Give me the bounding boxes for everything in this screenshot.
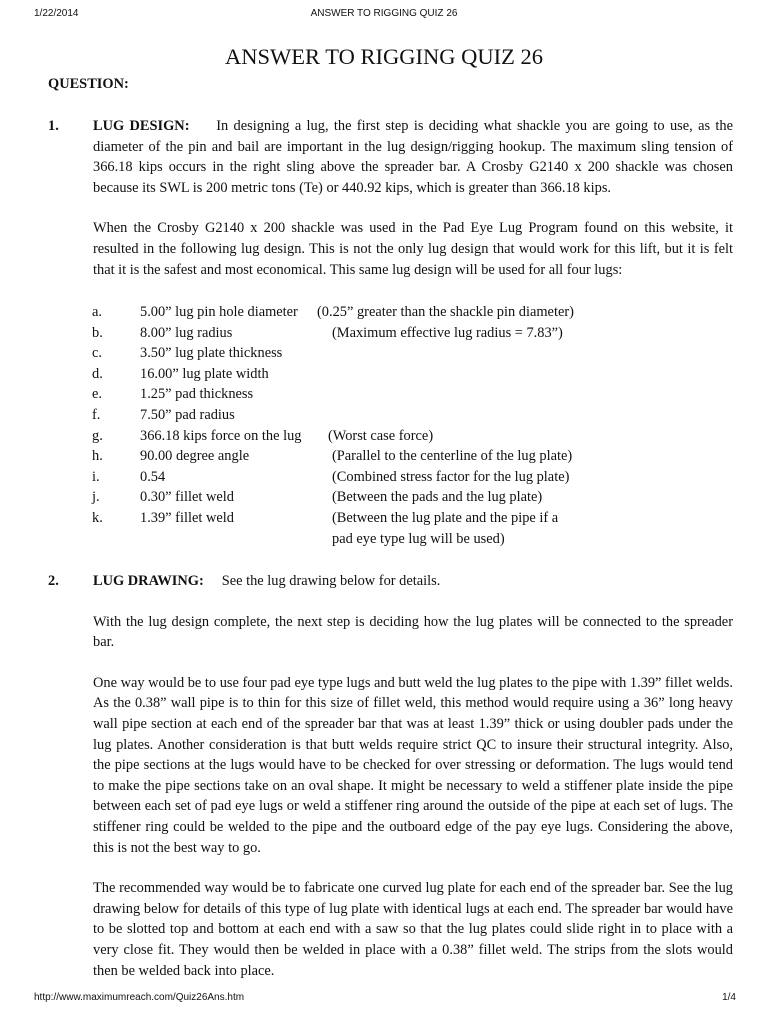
section-body [93,571,733,981]
section-number: 1. [48,118,59,134]
list-item [92,467,732,488]
list-item [92,508,732,547]
section-intro-paragraph [93,571,733,592]
list-letter: j. [92,489,100,506]
list-letter: e. [92,386,102,403]
list-value: 0.54 [140,468,166,485]
paragraph: One way would be to use four pad eye type lugs and butt weld the lug plates to the pipe with 1.39” fillet welds. As the 0.38” wall pipe is to thin for this size of fillet weld, this method would require using a 36” long heavy wall pipe section at each end of the spreader bar that was at least 1.39” thick or using doubler pads under the lug plates. Another consideration is that butt welds require strict QC to insure their structural integrity. Also, the pipe sections at the lugs would have to be checked for over stressing or deformation. The lugs would tend to make the pipe sections take on an oval shape. It might be necessary to weld a stiffener plate inside the pipe between each set of pad eye lugs or weld a stiffener ring around the outside of the pipe at each set of lugs. The stiffener ring could be welded to the pipe and the outboard edge of the pay eye lugs. Considering the above, this is not the best way to go. [93,674,733,856]
list-comment: (Combined stress factor for the lug plate) [332,468,570,485]
list-letter: k. [92,510,103,526]
list-item [92,384,732,405]
list-value: 7.50” pad radius [140,407,235,423]
list-value: 1.39” fillet weld [140,510,234,526]
list-item [92,302,732,323]
list-value: 366.18 kips force on the lug [140,427,302,444]
list-comment: (0.25” greater than the shackle pin diameter) [317,304,574,320]
list-item [92,343,732,364]
list-item [92,364,732,385]
list-value: 90.00 degree angle [140,448,250,465]
document-page [0,44,768,979]
list-letter: b. [92,324,103,341]
print-footer [0,992,768,1006]
list-item [92,323,732,344]
list-comment: (Between the pads and the lug plate) [332,489,543,506]
list-value: 3.50” lug plate thickness [140,345,283,362]
list-comment: (Worst case force) [328,427,434,444]
question-label: QUESTION: [48,76,129,92]
print-date: 1/22/2014 [34,8,79,19]
list-letter: d. [92,365,103,382]
section-intro-paragraph [93,116,733,198]
list-item [92,446,732,467]
list-item [92,405,732,426]
list-comment-continued: pad eye type lug will be used) [332,530,505,547]
list-value: 0.30” fillet weld [140,489,234,506]
document-title: ANSWER TO RIGGING QUIZ 26 [225,44,543,69]
list-letter: i. [92,468,100,485]
list-letter: a. [92,304,102,320]
section-intro-text: In designing a lug, the first step is deciding what shackle you are going to use, as the diameter of the pin and bail are important in the lug design/rigging hookup. The maximum sling tension of 366.18 kips occurs in the right sling above the spreader bar. A Crosby G2140 x 200 shackle was chosen because its SWL is 200 metric tons (Te) or 440.92 kips, which is greater than 366.18 kips. [93,118,733,196]
paragraph: With the lug design complete, the next step is deciding how the lug plates will be connected to the spreader bar. [93,613,733,651]
section-heading: LUG DESIGN: [93,118,190,134]
section-intro-text: See the lug drawing below for details. [221,573,441,589]
print-header [0,8,768,22]
list-letter: f. [92,407,101,423]
section-heading: LUG DRAWING: [93,573,204,589]
print-title: ANSWER TO RIGGING QUIZ 26 [310,8,458,19]
list-item [92,487,732,508]
list-value: 1.25” pad thickness [140,386,254,403]
list-item [92,426,732,447]
section-number: 2. [48,573,59,589]
list-letter: g. [92,427,103,444]
list-comment: (Between the lug plate and the pipe if a [332,510,559,526]
list-letter: h. [92,448,103,465]
paragraph: The recommended way would be to fabricate one curved lug plate for each end of the spreader bar. See the lug drawing below for details of this type of lug plate with identical lugs at each end. The spreader bar would have to be slotted top and bottom at each end with a saw so that the lug plates could slide right in to place with a very close fit. They would then be welded in place with a 0.38” fillet weld. The strips from the slots would then be welded back into place. [93,880,733,979]
page-url: http://www.maximumreach.com/Quiz26Ans.htm [34,992,245,1003]
list-letter: c. [92,345,102,362]
list-comment: (Parallel to the centerline of the lug plate) [332,448,573,465]
paragraph: When the Crosby G2140 x 200 shackle was used in the Pad Eye Lug Program found on this website, it resulted in the following lug design. This is not the only lug design that would work for this lift, but it is felt that it is the safest and most economical. This same lug design will be used for all four lugs: [93,220,733,278]
list-value: 16.00” lug plate width [140,365,269,382]
list-value: 5.00” lug pin hole diameter [140,304,298,320]
list-comment: (Maximum effective lug radius = 7.83”) [332,324,563,341]
section-body [93,116,733,280]
list-value: 8.00” lug radius [140,324,233,341]
page-number: 1/4 [722,992,736,1003]
